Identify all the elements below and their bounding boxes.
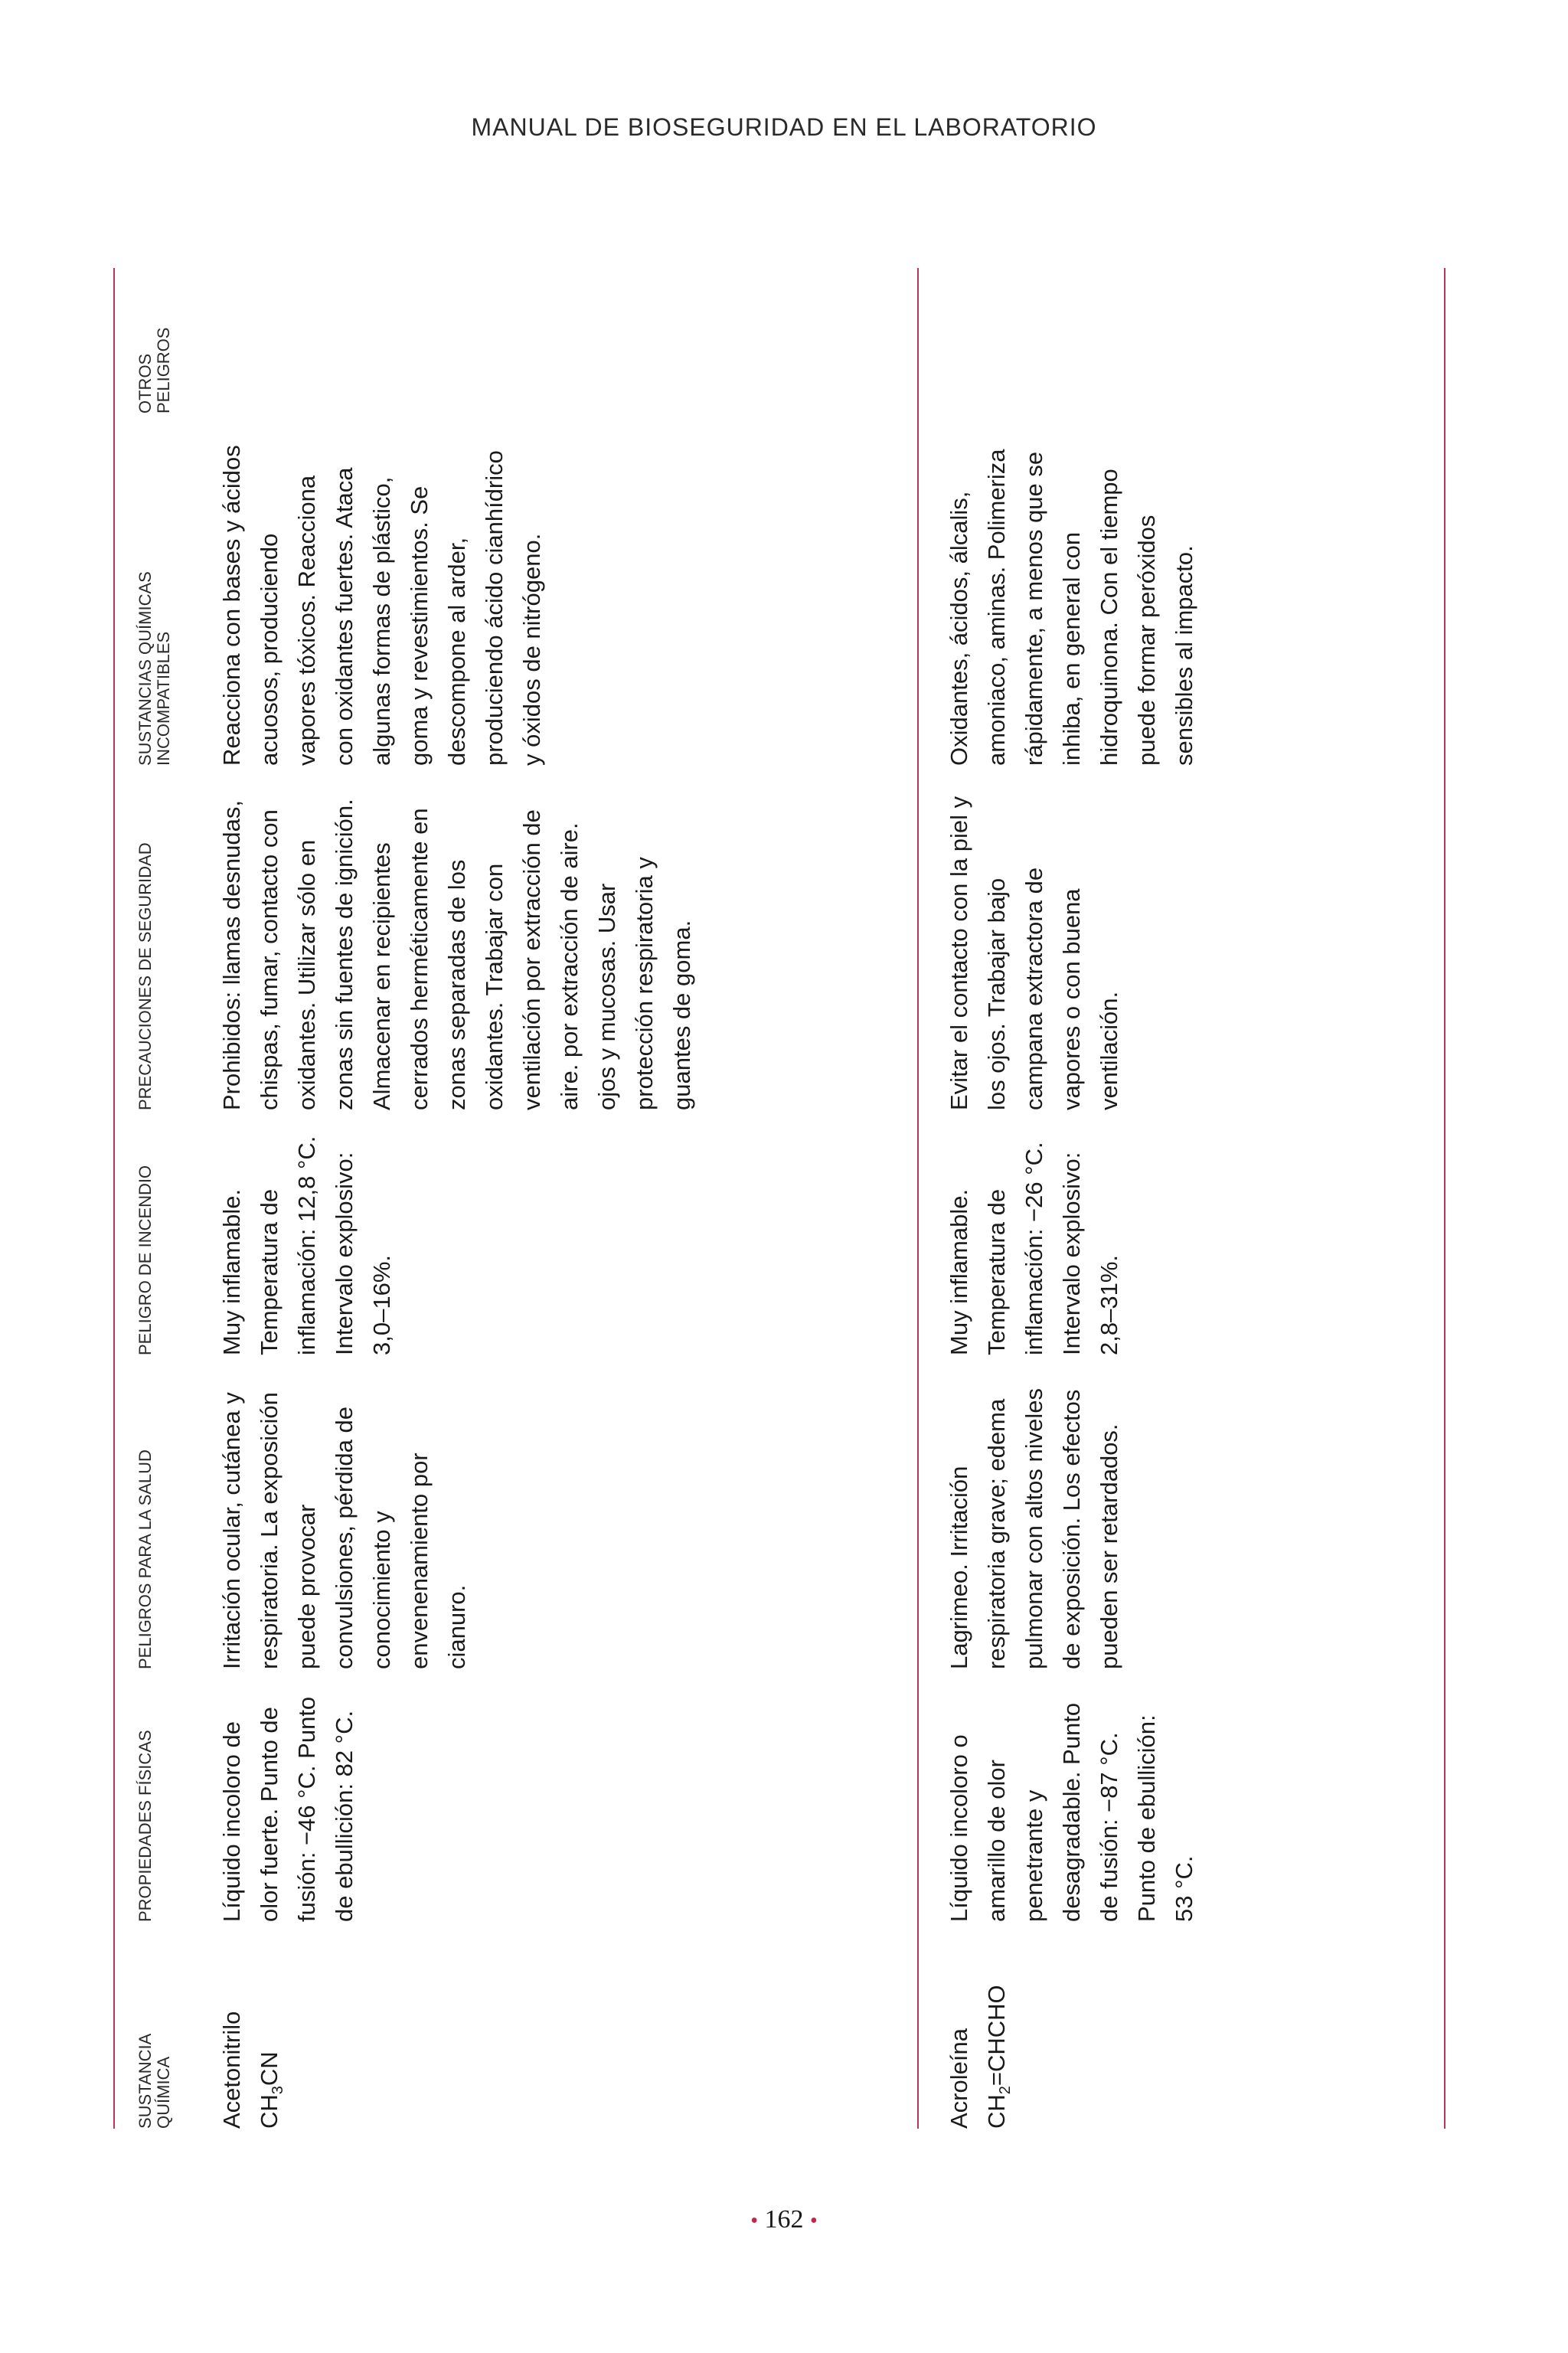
cell-fire: Muy inflamable. Temperatura de inflamación: −26 °C. Intervalo explosivo: 2,8–31%.: [946, 1142, 1122, 1355]
cell-incompatible: Reacciona con bases y ácidos acuosos, produciendo vapores tóxicos. Reacciona con oxidantes fuertes. Ataca algunas formas de plástico, goma y revestimientos. Se descompone al arder, produciendo ácido cianhídrico y óxidos de nitrógeno.: [218, 445, 545, 766]
chemical-name: Acetonitrilo: [218, 2011, 245, 2129]
table-header-row: [113, 268, 199, 2129]
running-header: MANUAL DE BIOSEGURIDAD EN EL LABORATORIO: [471, 113, 1097, 141]
column-header-sustancia: SUSTANCIA QUÍMICA: [136, 2034, 173, 2129]
column-header-precauciones: PRECAUCIONES DE SEGURIDAD: [136, 842, 155, 1110]
row-separator: [917, 268, 919, 2129]
cell-physical: Líquido incoloro de olor fuerte. Punto de fusión: −46 °C. Punto de ebullición: 82 °C.: [218, 1696, 358, 1922]
column-header-incompatibles: SUSTANCIAS QUÍMICAS INCOMPATIBLES: [136, 571, 173, 766]
chemical-formula: $CH_2=CHCHO$: [983, 1985, 1014, 2129]
table-bottom-rule: [1444, 268, 1446, 2129]
cell-precautions: Evitar el contacto con la piel y los ojos. Trabajar bajo campana extractora de vapores o con buena ventilación.: [946, 796, 1122, 1110]
cell-incompatible: Oxidantes, ácidos, álcalis, amoniaco, aminas. Polimeriza rápidamente, a menos que se inhiba, en general con hidroquinona. Con el tiempo puede formar peróxidos sensibles al impacto.: [946, 449, 1197, 766]
cell-chemical-name: [213, 1953, 288, 2129]
cell-chemical-name: [940, 1953, 1015, 2129]
chemical-name: Acroleína: [946, 2028, 972, 2129]
cell-physical: Líquido incoloro o amarillo de olor penetrante y desagradable. Punto de fusión: −87 °C. Punto de ebullición: 53 °C.: [946, 1702, 1197, 1922]
cell-precautions: Prohibidos: llamas desnudas, chispas, fumar, contacto con oxidantes. Utilizar sólo en zonas sin fuentes de ignición. Almacenar en recipientes cerrados herméticamente en zonas separadas de los oxidantes. Trabajar con ventilación por extracción de aire. por extracción de aire. ojos y mucosas. Usar protección respiratoria y guantes de goma.: [218, 799, 695, 1110]
bullet-left: •: [750, 2209, 758, 2233]
page-number-text: 162: [764, 2205, 804, 2234]
column-header-otros: OTROS PELIGROS: [136, 327, 173, 413]
column-header-salud: PELIGROS PARA LA SALUD: [136, 1449, 155, 1669]
chemical-formula: $CH_3CN$: [256, 2051, 287, 2129]
rotated-table: [113, 268, 1446, 2129]
bullet-right: •: [810, 2209, 818, 2233]
page-number: [0, 2205, 1568, 2234]
column-header-incendio: PELIGRO DE INCENDIO: [136, 1165, 155, 1355]
cell-health: Lagrimeo. Irritación respiratoria grave; edema pulmonar con altos niveles de exposición. Los efectos pueden ser retardados.: [946, 1387, 1122, 1669]
cell-fire: Muy inflamable. Temperatura de inflamación: 12,8 °C. Intervalo explosivo: 3,0–16%.: [218, 1136, 395, 1355]
cell-health: Irritación ocular, cutánea y respiratoria. La exposición puede provocar convulsiones, pérdida de conocimiento y envenenamiento por cianuro.: [218, 1392, 470, 1669]
column-header-propiedades: PROPIEDADES FÍSICAS: [136, 1730, 155, 1922]
